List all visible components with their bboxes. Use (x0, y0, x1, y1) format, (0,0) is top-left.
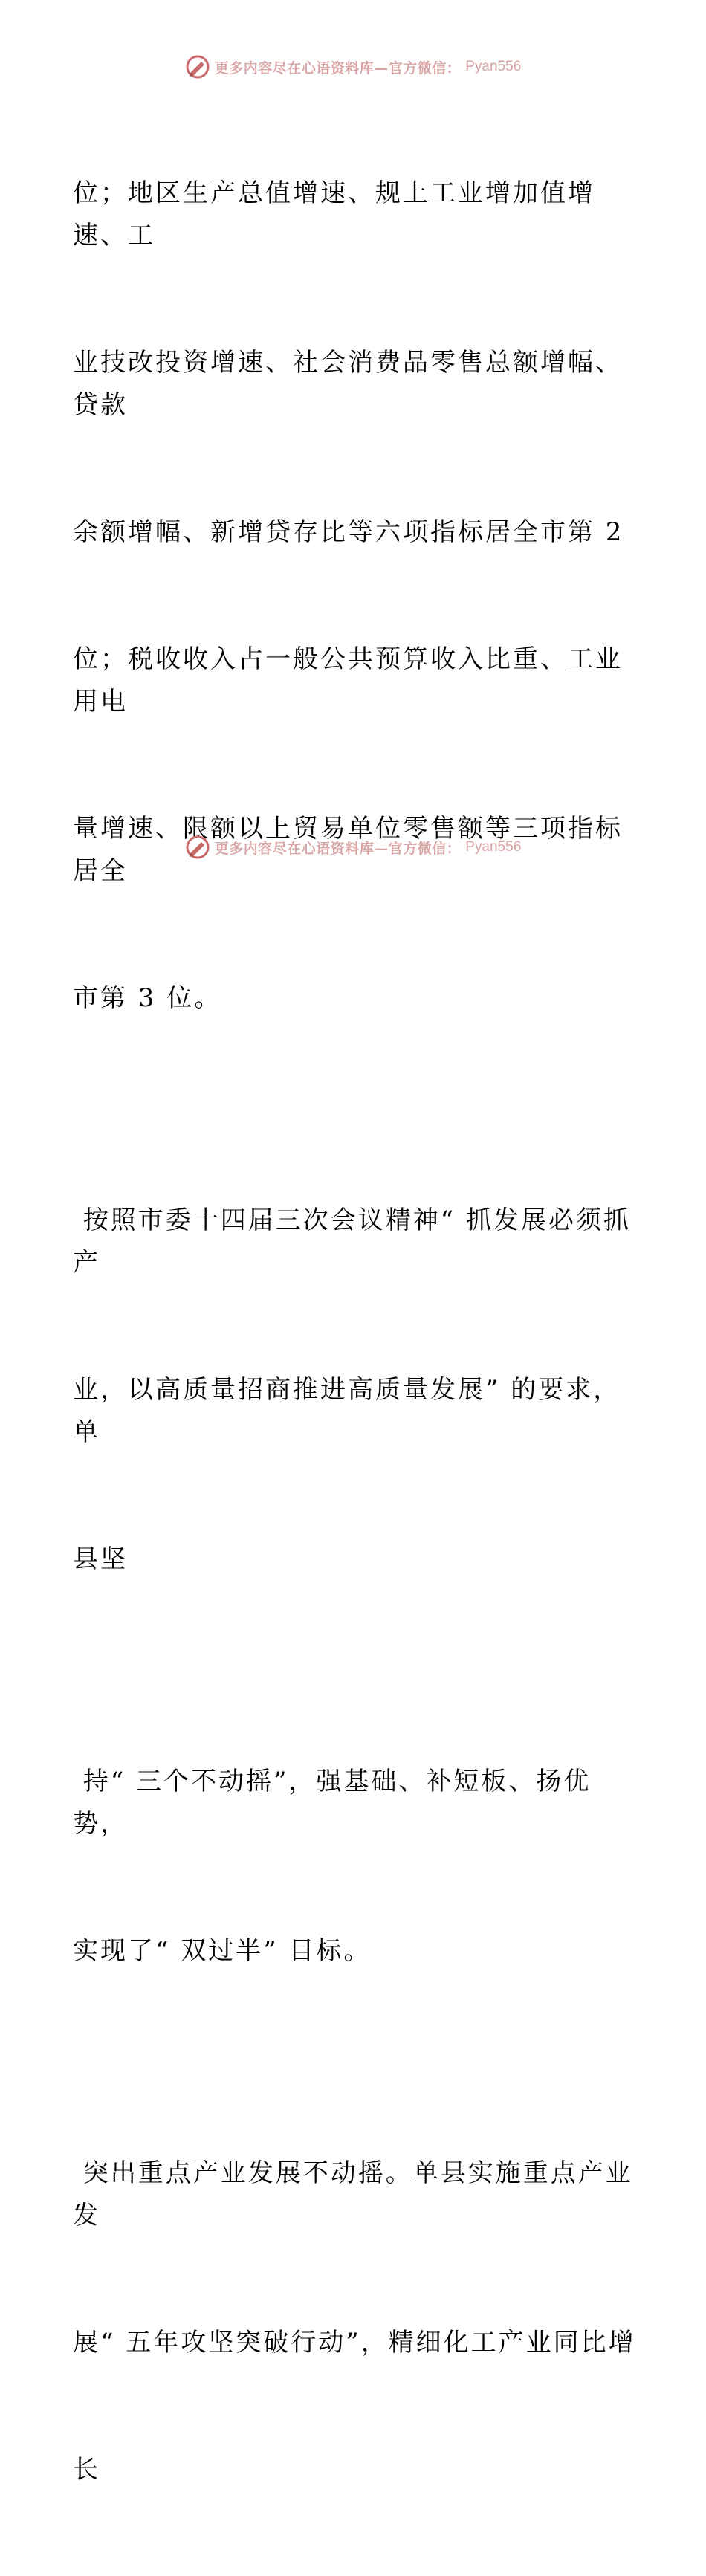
paragraph (73, 1115, 638, 1666)
watermark-wechat-id: Pyan556 (465, 839, 522, 855)
text-line: 位；税收收入占一般公共预算收入比重、工业用电 (73, 644, 623, 716)
text-line: 余额增幅、新增贷存比等六项指标居全市第 2 (73, 517, 624, 547)
text-line: 量增速、限额以上贸易单位零售额等三项指标居全 (73, 814, 623, 886)
text-line: 实现了“ 双过半” 目标。 (73, 1936, 372, 1966)
text-line: 按照市委十四届三次会议精神“ 抓发展必须抓产 (73, 1206, 632, 1278)
text-line: 持“ 三个不动摇”，强基础、补短板、扬优势， (73, 1767, 592, 1839)
text-line: 突出重点产业发展不动摇。单县实施重点产业发 (73, 2158, 633, 2230)
logo-pen-icon (185, 835, 210, 860)
document-body (73, 88, 638, 2576)
paragraph (73, 2068, 638, 2576)
paragraph (73, 88, 638, 1104)
text-line: 业技改投资增速、社会消费品零售总额增幅、贷款 (73, 348, 623, 420)
footer-watermark (0, 832, 706, 862)
watermark-text: 更多内容尽在心语资料库—官方微信： (214, 840, 462, 857)
watermark-text: 更多内容尽在心语资料库—官方微信： (214, 59, 462, 77)
text-line: 展“ 五年攻坚突破行动”，精细化工产业同比增 (73, 2328, 636, 2357)
text-line: 市第 3 位。 (73, 983, 222, 1013)
header-watermark (0, 52, 706, 82)
paragraph (73, 1676, 638, 2057)
logo-pen-icon (185, 54, 210, 80)
text-line: 业，以高质量招商推进高质量发展” 的要求，单 (73, 1375, 621, 1447)
text-line: 县坚 (73, 1544, 128, 1574)
text-line: 长 (73, 2455, 100, 2485)
watermark-wechat-id: Pyan556 (465, 59, 522, 74)
text-line: 位；地区生产总值增速、规上工业增加值增速、工 (73, 178, 595, 250)
